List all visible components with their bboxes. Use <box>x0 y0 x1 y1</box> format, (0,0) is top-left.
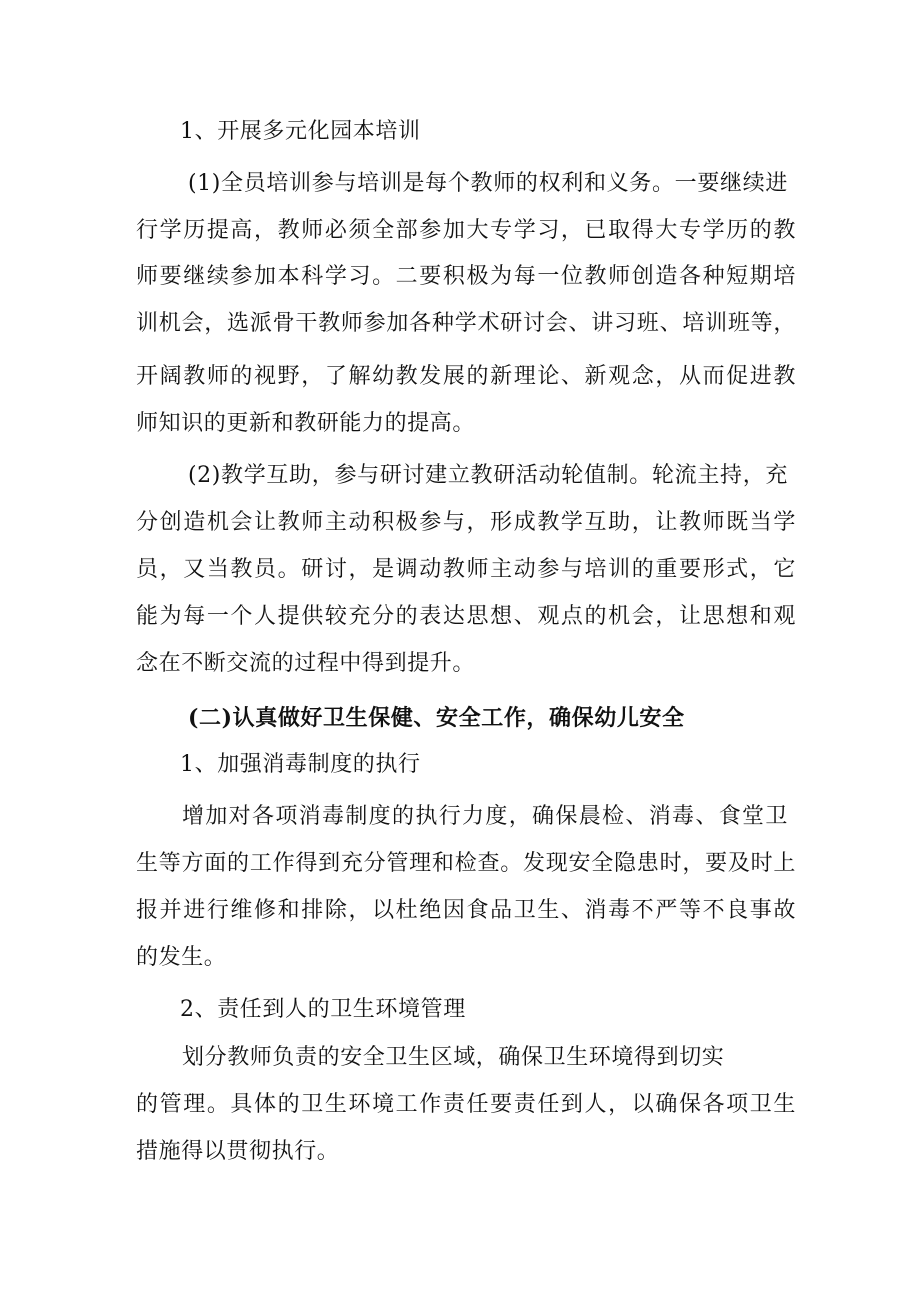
paragraph-line: 的管理。具体的卫生环境工作责任要责任到人，以确保各项卫生 <box>136 1092 796 1117</box>
paragraph-line: 师知识的更新和教研能力的提高。 <box>136 411 476 436</box>
heading-1-disinfection: 1、加强消毒制度的执行 <box>180 752 421 777</box>
paragraph-line: 措施得以贯彻执行。 <box>136 1139 340 1164</box>
paragraph-line: 能为每一个人提供较充分的表达思想、观点的机会，让思想和观 <box>136 604 796 629</box>
paragraph-line: 训机会，选派骨干教师参加各种学术研讨会、讲习班、培训班等， <box>136 311 796 336</box>
paragraph-line: 报并进行维修和排除，以杜绝因食品卫生、消毒不严等不良事故 <box>136 898 796 923</box>
paragraph-line: 增加对各项消毒制度的执行力度，确保晨检、消毒、食堂卫 <box>182 804 788 829</box>
paragraph-line: 员，又当教员。研讨，是调动教师主动参与培训的重要形式，它 <box>136 557 796 582</box>
section-heading-health-safety: (二)认真做好卫生保健、安全工作，确保幼儿安全 <box>188 705 685 731</box>
heading-2-environment-management: 2、责任到人的卫生环境管理 <box>180 997 466 1022</box>
paragraph-line: 念在不断交流的过程中得到提升。 <box>136 651 476 676</box>
paragraph-line: (2)教学互助，参与研讨建立教研活动轮值制。轮流主持，充 <box>188 463 788 488</box>
paragraph-line: (1)全员培训参与培训是每个教师的权利和义务。一要继续进 <box>188 171 788 196</box>
heading-1-diversified-training: 1、开展多元化园本培训 <box>180 119 421 144</box>
paragraph-line: 行学历提高，教师必须全部参加大专学习，已取得大专学历的教 <box>136 218 796 243</box>
paragraph-line: 师要继续参加本科学习。二要积极为每一位教师创造各种短期培 <box>136 264 796 289</box>
paragraph-line: 生等方面的工作得到充分管理和检查。发现安全隐患时，要及时上 <box>136 851 796 876</box>
paragraph-line: 划分教师负责的安全卫生区域，确保卫生环境得到切实 <box>182 1045 725 1070</box>
paragraph-line: 的发生。 <box>136 945 227 970</box>
paragraph-line: 分创造机会让教师主动积极参与，形成教学互助，让教师既当学 <box>136 510 796 535</box>
paragraph-line: 开阔教师的视野，了解幼教发展的新理论、新观念，从而促进教 <box>136 364 796 389</box>
